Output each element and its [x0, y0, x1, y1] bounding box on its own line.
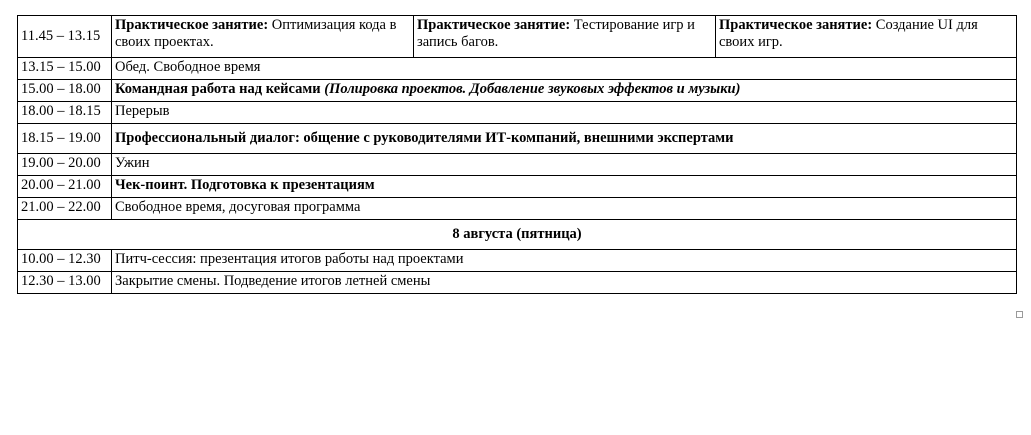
table-row: [18, 250, 1017, 272]
table-row: [18, 124, 1017, 154]
time-cell: 12.30 – 13.00: [18, 272, 112, 294]
time-cell: 18.00 – 18.15: [18, 102, 112, 124]
table-row: [18, 176, 1017, 198]
session-label: Практическое занятие:: [417, 17, 571, 33]
time-cell: 11.45 – 13.15: [18, 16, 112, 58]
session-text: Тестирование игр и запись багов.: [417, 17, 695, 50]
session-cell-testing: [414, 16, 716, 58]
time-cell: 20.00 – 21.00: [18, 176, 112, 198]
session-text: Оптимизация кода в своих проектах.: [115, 17, 397, 50]
day-header-row: [18, 220, 1017, 250]
activity-cell: Закрытие смены. Подведение итогов летней смены: [112, 272, 1017, 294]
time-cell: 15.00 – 18.00: [18, 80, 112, 102]
session-label: Практическое занятие:: [115, 17, 269, 33]
activity-cell: [112, 80, 1017, 102]
activity-cell: Перерыв: [112, 102, 1017, 124]
time-cell: 21.00 – 22.00: [18, 198, 112, 220]
time-cell: 13.15 – 15.00: [18, 58, 112, 80]
table-row: [18, 272, 1017, 294]
activity-cell: Профессиональный диалог: общение с руководителями ИТ-компаний, внешними экспертами: [112, 124, 1017, 154]
day-header: 8 августа (пятница): [18, 220, 1017, 250]
activity-cell: Обед. Свободное время: [112, 58, 1017, 80]
table-row: [18, 102, 1017, 124]
time-cell: 19.00 – 20.00: [18, 154, 112, 176]
table-row: [18, 16, 1017, 58]
activity-note: (Полировка проектов. Добавление звуковых эффектов и музыки): [324, 81, 741, 97]
activity-cell: Свободное время, досуговая программа: [112, 198, 1017, 220]
session-label: Практическое занятие:: [719, 17, 873, 33]
session-text: Создание UI для своих игр.: [719, 17, 978, 50]
table-row: [18, 198, 1017, 220]
table-row: [18, 80, 1017, 102]
activity-cell: Чек-поинт. Подготовка к презентациям: [112, 176, 1017, 198]
table-row: [18, 154, 1017, 176]
time-cell: 18.15 – 19.00: [18, 124, 112, 154]
activity-cell: Ужин: [112, 154, 1017, 176]
activity-title: Командная работа над кейсами: [115, 81, 325, 97]
time-cell: 10.00 – 12.30: [18, 250, 112, 272]
table-resize-handle[interactable]: [1016, 311, 1023, 318]
activity-cell: Питч-сессия: презентация итогов работы над проектами: [112, 250, 1017, 272]
session-cell-ui: [716, 16, 1017, 58]
schedule-table: [17, 15, 1017, 294]
table-row: [18, 58, 1017, 80]
session-cell-optimization: [112, 16, 414, 58]
